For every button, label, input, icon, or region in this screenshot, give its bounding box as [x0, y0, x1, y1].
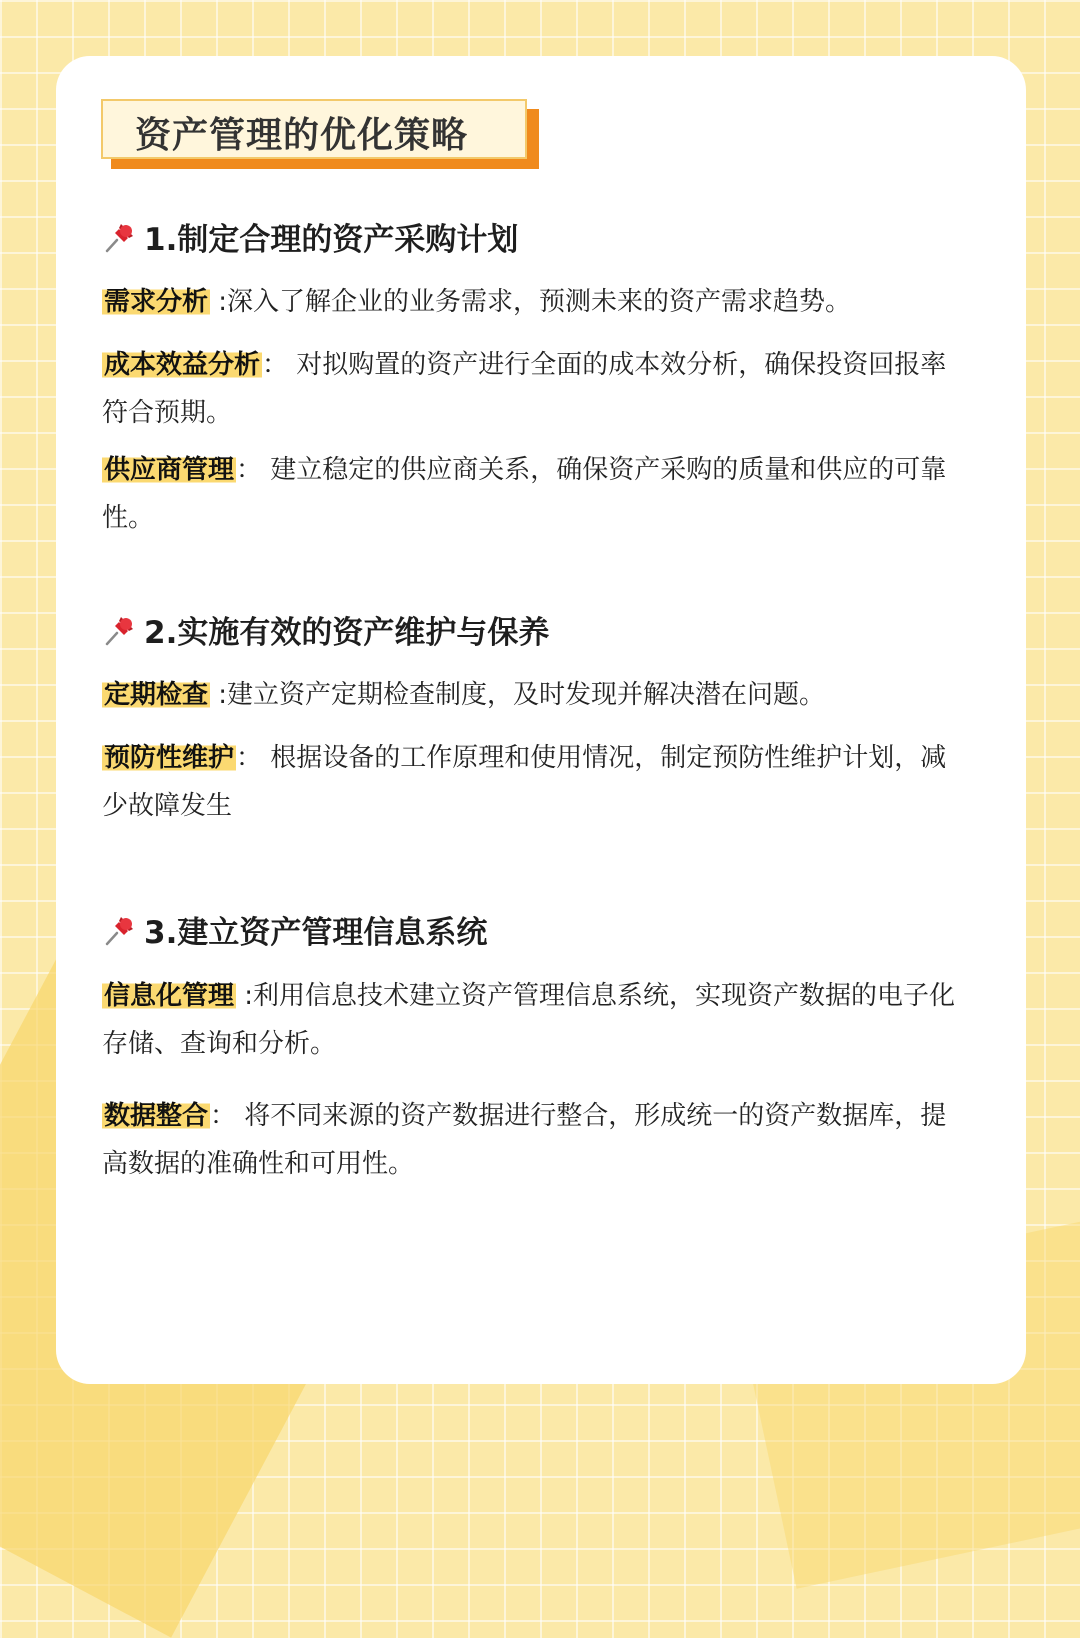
- paragraph-text: 建立资产定期检查制度，及时发现并解决潜在问题。: [227, 680, 826, 710]
- section-heading-3: [102, 907, 487, 952]
- section-heading-text: 2.实施有效的资产维护与保养: [144, 615, 550, 651]
- paragraph: [102, 278, 962, 326]
- separator: ：: [262, 350, 289, 380]
- paragraph: [102, 734, 962, 830]
- keyword-highlight: 预防性维护: [104, 743, 235, 773]
- paragraph: [102, 671, 962, 719]
- paragraph: [102, 341, 962, 437]
- paragraph-text: 深入了解企业的业务需求，预测未来的资产需求趋势。: [227, 287, 852, 317]
- keyword-highlight: 需求分析: [104, 287, 209, 317]
- content-card: [56, 56, 1026, 1384]
- pushpin-icon: [102, 612, 138, 648]
- page-title: 资产管理的优化策略: [135, 115, 469, 156]
- paragraph: [102, 446, 962, 542]
- separator: ：: [236, 455, 263, 485]
- keyword-highlight: 信息化管理: [104, 981, 235, 1011]
- paragraph-text: 利用信息技术建立资产管理信息系统，实现资产数据的电子化存储、查询和分析。: [102, 981, 956, 1059]
- section-heading-1: [102, 214, 518, 259]
- paragraph-text: 建立稳定的供应商关系，确保资产采购的质量和供应的可靠性。: [102, 455, 947, 533]
- separator: ：: [210, 1101, 237, 1131]
- paragraph-text: 将不同来源的资产数据进行整合，形成统一的资产数据库，提高数据的准确性和可用性。: [102, 1101, 947, 1179]
- section-heading-text: 3.建立资产管理信息系统: [144, 915, 488, 951]
- separator: :: [236, 981, 254, 1011]
- separator: :: [210, 680, 228, 710]
- title-banner: [101, 99, 531, 163]
- paragraph-text: 根据设备的工作原理和使用情况，制定预防性维护计划，减少故障发生: [102, 743, 947, 821]
- pushpin-icon: [102, 219, 138, 255]
- section-heading-2: [102, 607, 549, 652]
- pushpin-icon: [102, 912, 138, 948]
- keyword-highlight: 供应商管理: [104, 455, 235, 485]
- section-heading-text: 1.制定合理的资产采购计划: [144, 222, 519, 258]
- separator: ：: [236, 743, 263, 773]
- paragraph: [102, 1092, 962, 1188]
- keyword-highlight: 数据整合: [104, 1101, 209, 1131]
- paragraph-text: 对拟购置的资产进行全面的成本效分析，确保投资回报率符合预期。: [102, 350, 947, 428]
- separator: :: [210, 287, 228, 317]
- paragraph: [102, 972, 962, 1068]
- keyword-highlight: 定期检查: [104, 680, 209, 710]
- keyword-highlight: 成本效益分析: [104, 350, 261, 380]
